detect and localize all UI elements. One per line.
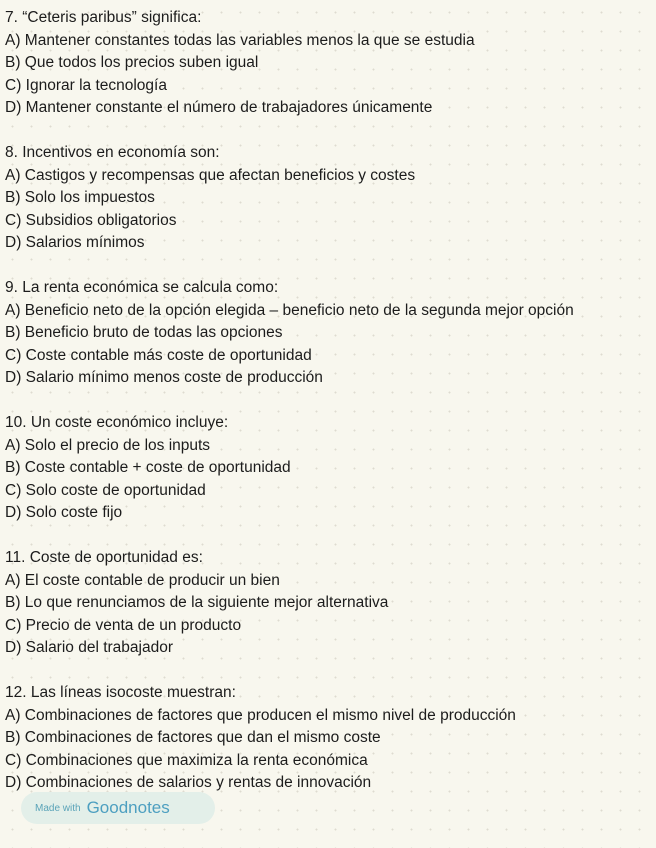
answer-option-b: B) Lo que renunciamos de la siguiente mejor alternativa (5, 594, 389, 611)
answer-option-a: A) Beneficio neto de la opción elegida – beneficio neto de la segunda mejor opción (5, 301, 574, 319)
answer-option-c: C) Ignorar la tecnología (5, 76, 167, 94)
question-prompt: 8. Incentivos en economía son: (5, 144, 220, 161)
answer-option-c: C) Coste contable más coste de oportunidad (5, 346, 312, 364)
question-prompt: 7. “Ceteris paribus” significa: (5, 9, 202, 26)
answer-option-b: B) Que todos los precios suben igual (5, 54, 259, 71)
answer-option-d: D) Solo coste fijo (5, 504, 123, 521)
question-9 (5, 277, 625, 390)
answer-option-d: D) Mantener constante el número de trabajadores únicamente (5, 99, 433, 116)
answer-option-b: B) Combinaciones de factores que dan el mismo coste (5, 729, 381, 746)
answer-option-b: B) Beneficio bruto de todas las opciones (5, 324, 283, 341)
goodnotes-badge (21, 792, 215, 824)
answer-option-a: A) Castigos y recompensas que afectan beneficios y costes (5, 166, 416, 184)
question-prompt: 12. Las líneas isocoste muestran: (5, 684, 236, 701)
question-prompt: 10. Un coste económico incluye: (5, 414, 229, 431)
question-prompt: 11. Coste de oportunidad es: (5, 549, 203, 566)
answer-option-a: A) El coste contable de producir un bien (5, 571, 280, 589)
answer-option-a: A) Solo el precio de los inputs (5, 436, 211, 454)
answer-option-d: D) Salario mínimo menos coste de producción (5, 369, 323, 386)
question-8 (5, 142, 625, 255)
badge-made-with-text: Made with (35, 802, 81, 814)
answer-option-d: D) Salarios mínimos (5, 234, 145, 251)
question-prompt: 9. La renta económica se calcula como: (5, 279, 279, 296)
answer-option-c: C) Precio de venta de un producto (5, 616, 242, 634)
answer-option-d: D) Salario del trabajador (5, 639, 174, 656)
note-page (5, 7, 625, 817)
answer-option-b: B) Solo los impuestos (5, 189, 155, 206)
question-10 (5, 412, 625, 525)
question-7 (5, 7, 625, 120)
answer-option-c: C) Subsidios obligatorios (5, 211, 177, 229)
answer-option-c: C) Solo coste de oportunidad (5, 481, 206, 499)
question-12 (5, 682, 625, 795)
answer-option-a: A) Combinaciones de factores que producen el mismo nivel de producción (5, 706, 516, 724)
answer-option-d: D) Combinaciones de salarios y rentas de innovación (5, 774, 372, 791)
answer-option-a: A) Mantener constantes todas las variables menos la que se estudia (5, 31, 475, 49)
question-11 (5, 547, 625, 660)
answer-option-c: C) Combinaciones que maximiza la renta económica (5, 751, 368, 769)
answer-option-b: B) Coste contable + coste de oportunidad (5, 459, 291, 476)
badge-brand-text: Goodnotes (86, 798, 170, 817)
